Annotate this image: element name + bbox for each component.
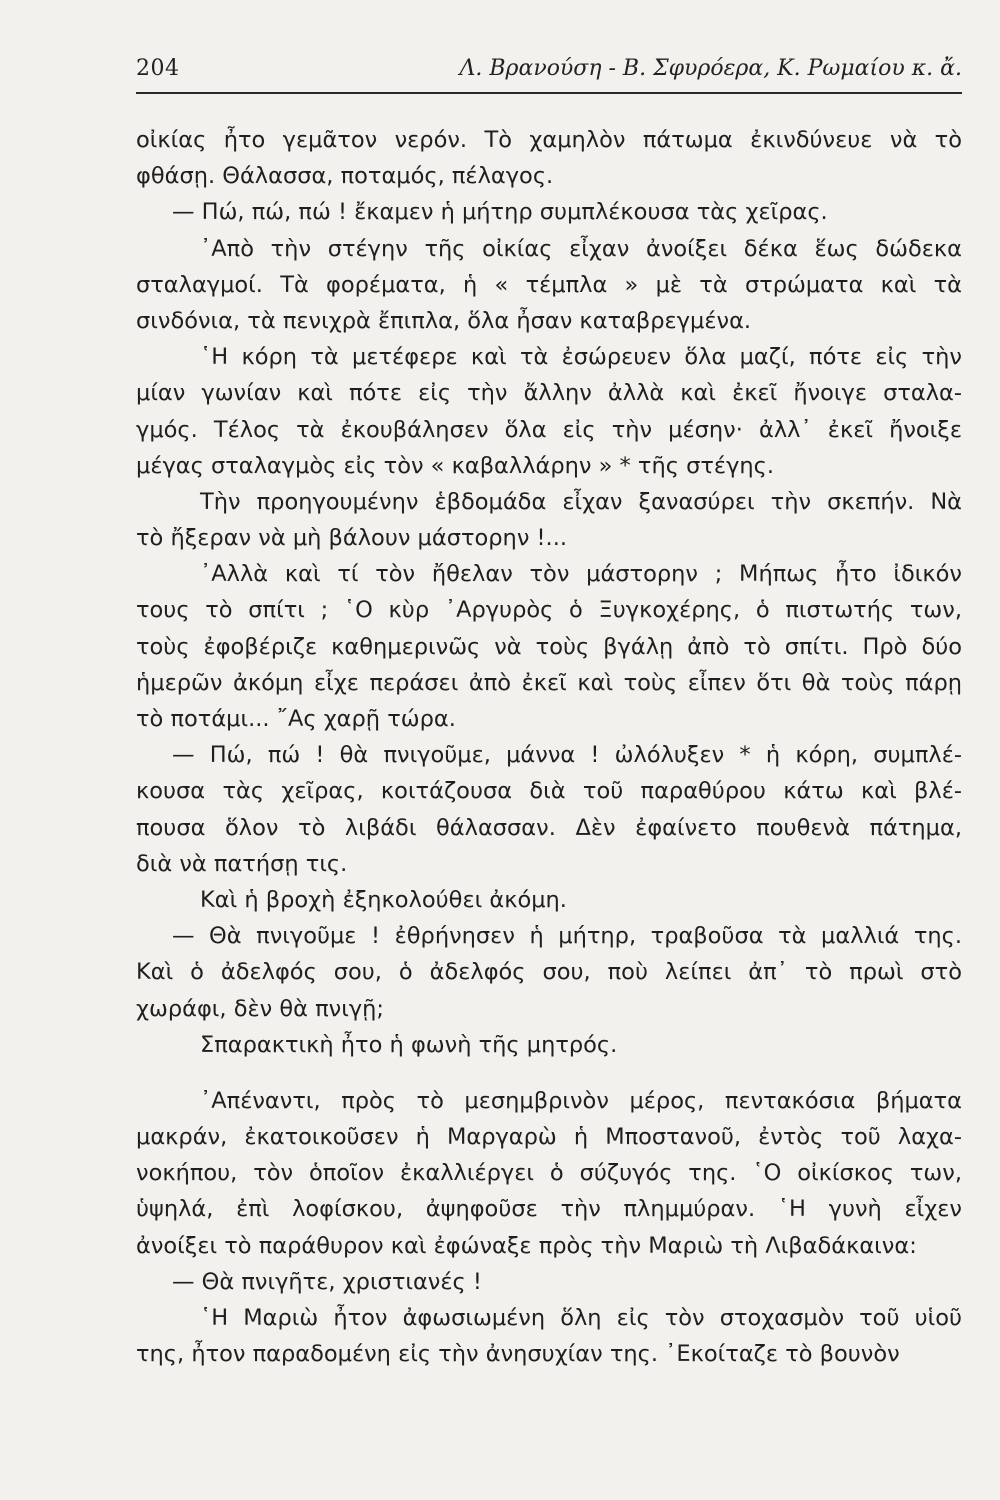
text-line: οἰκίας ἦτο γεμᾶτον νερόν. Τὸ χαμηλὸν πάτωμα ἐκινδύνευε νὰ τὸ [136, 127, 962, 153]
text-line: — Πώ, πώ, πώ ! ἔκαμεν ἡ μήτηρ συμπλέκουσα τὰς χεῖρας. [172, 199, 828, 226]
text-line: ῾Η κόρη τὰ μετέφερε καὶ τὰ ἐσώρευεν ὅλα μαζί, πότε εἰς τὴν [200, 344, 962, 371]
text-line: μακράν, ἐκατοικοῦσεν ἡ Μαργαρὼ ἡ Μποστανοῦ, ἐντὸς τοῦ λαχα- [136, 1124, 962, 1151]
paragraph [136, 122, 962, 194]
section-gap [136, 1063, 962, 1083]
text-line: της, ἦτον παραδομένη εἰς τὴν ἀνησυχίαν της. ᾿Εκοίταζε τὸ βουνὸν [136, 1341, 900, 1368]
text-line: Τὴν προηγουμένην ἑβδομάδα εἶχαν ξανασύρει τὴν σκεπήν. Νὰ [200, 488, 962, 515]
paragraph [136, 339, 962, 484]
paragraph [136, 1300, 962, 1372]
paragraph [136, 1083, 962, 1264]
paragraph [136, 194, 962, 230]
text-line: τους τὸ σπίτι ; ῾Ο κὺρ ᾿Αργυρὸς ὁ Ξυγκοχέρης, ὁ πιστωτής των, [136, 597, 962, 624]
text-line: Καὶ ὁ ἀδελφός σου, ὁ ἀδελφός σου, ποὺ λείπει ἀπ᾿ τὸ πρωὶ στὸ [136, 959, 962, 986]
paragraph [136, 737, 962, 882]
text-line: τὸ ποτάμι... ῎Ας χαρῇ τώρα. [136, 706, 456, 732]
text-line: μέγας σταλαγμὸς εἰς τὸν « καβαλλάρην » * τῆς στέγης. [136, 452, 774, 479]
text-line: — Θὰ πνιγῆτε, χριστιανές ! [172, 1268, 482, 1295]
text-line: ὑψηλά, ἐπὶ λοφίσκου, ἀψηφοῦσε τὴν πλημμύραν. ῾Η γυνὴ εἶχεν [136, 1196, 962, 1223]
text-line: τοὺς ἐφοβέριζε καθημερινῶς νὰ τοὺς βγάλῃ ἀπὸ τὸ σπίτι. Πρὸ δύο [136, 633, 962, 660]
text-line: διὰ νὰ πατήσῃ τις. [136, 850, 348, 877]
paragraph [136, 1027, 962, 1063]
page-number: 204 [136, 56, 180, 81]
paragraph [136, 918, 962, 1027]
text-line: ῾Η Μαριὼ ἦτον ἀφωσιωμένη ὅλη εἰς τὸν στοχασμὸν τοῦ υἱοῦ [200, 1305, 962, 1331]
text-line: μίαν γωνίαν καὶ πότε εἰς τὴν ἄλλην ἀλλὰ καὶ ἐκεῖ ἤνοιγε σταλα- [136, 380, 962, 407]
text-line: Καὶ ἡ βροχὴ ἐξηκολούθει ἀκόμη. [200, 886, 567, 913]
text-line: ἀνοίξει τὸ παράθυρον καὶ ἐφώναξε πρὸς τὴν Μαριὼ τὴ Λιβαδάκαινα: [136, 1232, 917, 1259]
text-line: σινδόνια, τὰ πενιχρὰ ἔπιπλα, ὅλα ἦσαν καταβρεγμένα. [136, 307, 752, 334]
running-head: Λ. Βρανούση - Β. Σφυρόερα, Κ. Ρωμαίου κ. ἄ. [459, 56, 962, 81]
text-line: σταλαγμοί. Τὰ φορέματα, ἡ « τέμπλα » μὲ τὰ στρώματα καὶ τὰ [136, 271, 962, 298]
text-line: κουσα τὰς χεῖρας, κοιτάζουσα διὰ τοῦ παραθύρου κάτω καὶ βλέ- [136, 778, 962, 805]
text-line: γμός. Τέλος τὰ ἐκουβάλησεν ὅλα εἰς τὴν μέσην· ἀλλ᾿ ἐκεῖ ἤνοιξε [136, 416, 962, 443]
text-line: πουσα ὅλον τὸ λιβάδι θάλασσαν. Δὲν ἐφαίνετο πουθενὰ πάτημα, [136, 814, 962, 841]
text-line: ᾿Αλλὰ καὶ τί τὸν ἤθελαν τὸν μάστορην ; Μήπως ἦτο ἰδικόν [200, 561, 962, 588]
text-line: — Θὰ πνιγοῦμε ! ἐθρήνησεν ἡ μήτηρ, τραβοῦσα τὰ μαλλιά της. [172, 923, 962, 950]
text-line: νοκήπου, τὸν ὁποῖον ἐκαλλιέργει ὁ σύζυγός της. ῾Ο οἰκίσκος των, [136, 1160, 962, 1187]
body-text [136, 122, 962, 1372]
text-line: τὸ ἤξεραν νὰ μὴ βάλουν μάστορην !... [136, 525, 568, 552]
text-line: ᾿Απὸ τὴν στέγην τῆς οἰκίας εἶχαν ἀνοίξει δέκα ἕως δώδεκα [200, 235, 962, 262]
text-line: ἡμερῶν ἀκόμη εἶχε περάσει ἀπὸ ἐκεῖ καὶ τοὺς εἶπεν ὅτι θὰ τοὺς πάρῃ [136, 669, 962, 696]
page-header [136, 56, 962, 88]
paragraph [136, 231, 962, 340]
text-line: Σπαρακτικὴ ἦτο ἡ φωνὴ τῆς μητρός. [200, 1031, 618, 1058]
text-line: φθάσῃ. Θάλασσα, ποταμός, πέλαγος. [136, 163, 554, 190]
paragraph [136, 556, 962, 737]
text-line: — Πώ, πώ ! θὰ πνιγοῦμε, μάννα ! ὠλόλυξεν * ἡ κόρη, συμπλέ- [172, 742, 962, 769]
text-line: ᾿Απέναντι, πρὸς τὸ μεσημβρινὸν μέρος, πεντακόσια βήματα [200, 1087, 962, 1114]
text-line: χωράφι, δὲν θὰ πνιγῇ; [136, 995, 384, 1022]
paragraph [136, 484, 962, 556]
header-rule [136, 92, 962, 94]
paragraph [136, 1264, 962, 1300]
paragraph [136, 882, 962, 918]
